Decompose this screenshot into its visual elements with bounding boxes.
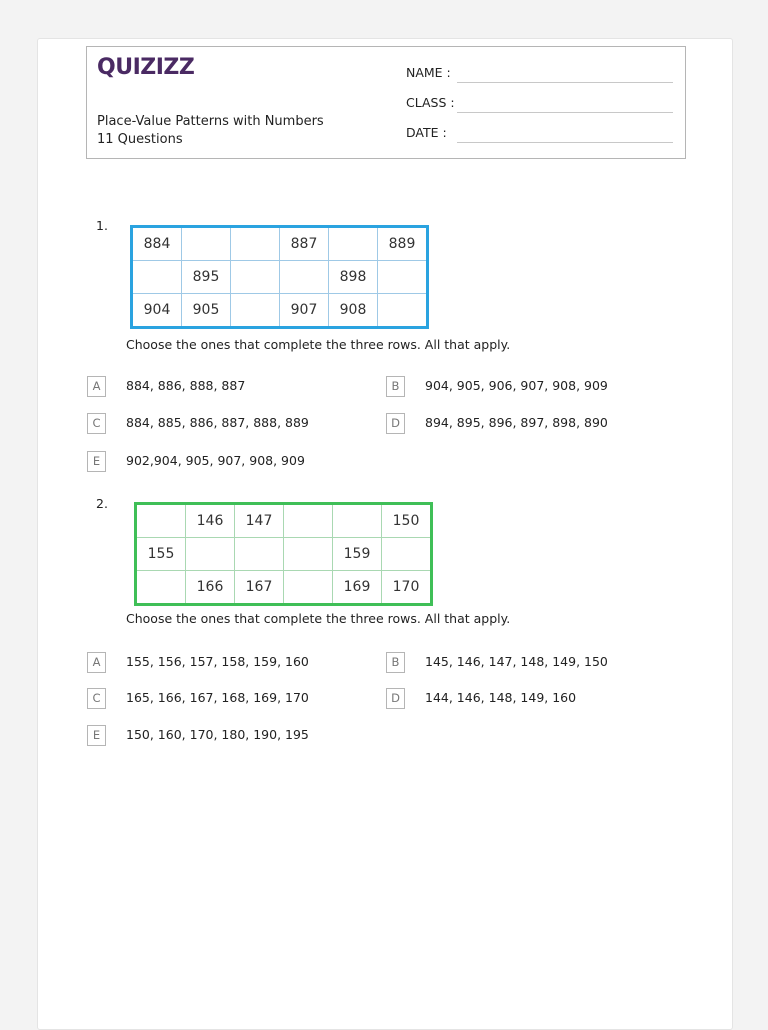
option-letter: A <box>87 652 106 673</box>
grid-cell <box>136 504 186 538</box>
grid-cell: 898 <box>329 261 378 294</box>
grid-cell <box>136 571 186 605</box>
grid-cell: 907 <box>280 294 329 328</box>
worksheet-header <box>86 46 686 159</box>
quizizz-logo: QUIZIZZ <box>97 55 195 80</box>
grid-cell <box>284 504 333 538</box>
grid-cell <box>280 261 329 294</box>
option-letter: D <box>386 413 405 434</box>
option-text: 894, 895, 896, 897, 898, 890 <box>425 415 608 430</box>
option-letter: B <box>386 652 405 673</box>
grid-cell: 170 <box>382 571 432 605</box>
name-label: NAME : <box>406 65 451 80</box>
question-prompt: Choose the ones that complete the three rows. All that apply. <box>126 337 511 352</box>
option-text: 145, 146, 147, 148, 149, 150 <box>425 654 608 669</box>
option-letter: E <box>87 451 106 472</box>
grid-row <box>132 294 428 328</box>
grid-cell <box>132 261 182 294</box>
grid-row <box>132 227 428 261</box>
date-label: DATE : <box>406 125 447 140</box>
option-letter: C <box>87 688 106 709</box>
grid-cell: 884 <box>132 227 182 261</box>
grid-cell <box>382 538 432 571</box>
grid-row <box>132 261 428 294</box>
option-letter: C <box>87 413 106 434</box>
grid-cell <box>231 261 280 294</box>
option-letter: B <box>386 376 405 397</box>
name-field-line <box>457 82 673 83</box>
worksheet-page <box>37 38 733 1030</box>
grid-cell <box>186 538 235 571</box>
grid-cell: 166 <box>186 571 235 605</box>
grid-cell: 908 <box>329 294 378 328</box>
grid-row <box>136 538 432 571</box>
option-text: 884, 886, 888, 887 <box>126 378 246 393</box>
grid-cell: 905 <box>182 294 231 328</box>
class-label: CLASS : <box>406 95 455 110</box>
grid-row <box>136 571 432 605</box>
grid-cell <box>329 227 378 261</box>
grid-cell <box>284 571 333 605</box>
option-text: 165, 166, 167, 168, 169, 170 <box>126 690 309 705</box>
grid-cell <box>231 294 280 328</box>
grid-cell: 159 <box>333 538 382 571</box>
grid-row <box>136 504 432 538</box>
question-number: 2. <box>96 496 108 511</box>
option-text: 904, 905, 906, 907, 908, 909 <box>425 378 608 393</box>
option-text: 150, 160, 170, 180, 190, 195 <box>126 727 309 742</box>
grid-cell: 146 <box>186 504 235 538</box>
grid-cell: 889 <box>378 227 428 261</box>
number-grid <box>134 502 433 606</box>
grid-cell: 155 <box>136 538 186 571</box>
option-text: 144, 146, 148, 149, 160 <box>425 690 577 705</box>
option-text: 155, 156, 157, 158, 159, 160 <box>126 654 309 669</box>
grid-cell <box>284 538 333 571</box>
question-count: 11 Questions <box>97 132 183 147</box>
worksheet-title: Place-Value Patterns with Numbers <box>97 114 324 129</box>
option-text: 884, 885, 886, 887, 888, 889 <box>126 415 309 430</box>
grid-cell <box>231 227 280 261</box>
option-letter: D <box>386 688 405 709</box>
grid-cell: 169 <box>333 571 382 605</box>
grid-cell: 887 <box>280 227 329 261</box>
grid-cell <box>378 294 428 328</box>
option-text: 902,904, 905, 907, 908, 909 <box>126 453 305 468</box>
option-letter: E <box>87 725 106 746</box>
option-letter: A <box>87 376 106 397</box>
grid-cell <box>378 261 428 294</box>
date-field-line <box>457 142 673 143</box>
question-number: 1. <box>96 218 108 233</box>
grid-cell: 167 <box>235 571 284 605</box>
grid-cell: 904 <box>132 294 182 328</box>
question-prompt: Choose the ones that complete the three rows. All that apply. <box>126 611 511 626</box>
grid-cell <box>182 227 231 261</box>
grid-cell: 895 <box>182 261 231 294</box>
class-field-line <box>457 112 673 113</box>
grid-cell: 150 <box>382 504 432 538</box>
grid-cell <box>333 504 382 538</box>
grid-cell <box>235 538 284 571</box>
number-grid <box>130 225 429 329</box>
grid-cell: 147 <box>235 504 284 538</box>
